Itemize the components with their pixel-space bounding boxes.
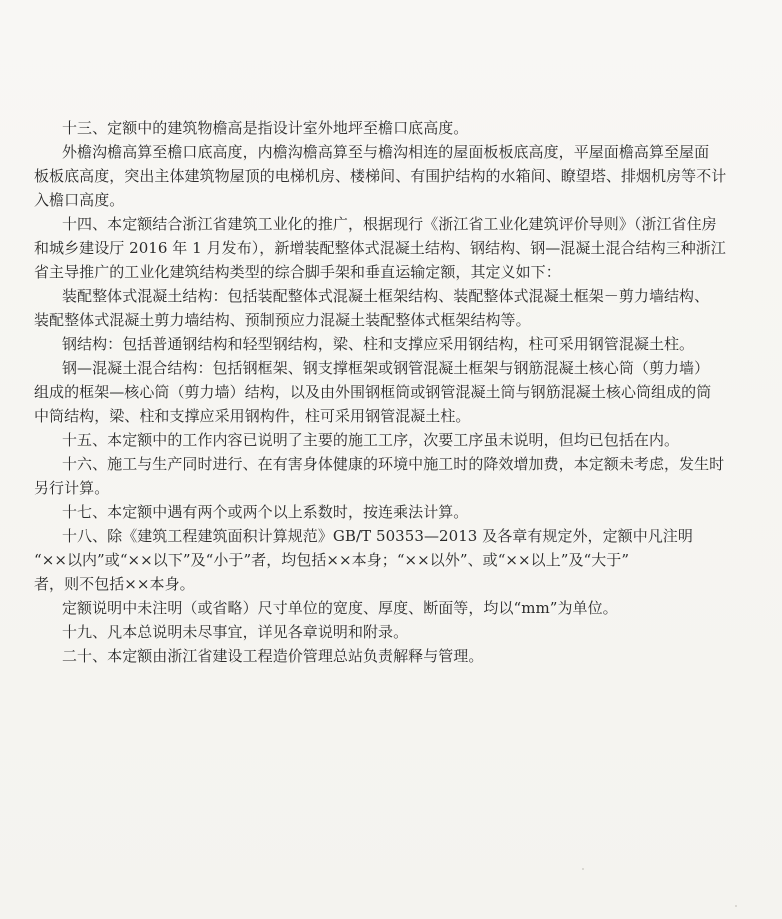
text-line: 和城乡建设厅 2016 年 1 月发布），新增装配整体式混凝土结构、钢结构、钢—混凝土混合结构三种浙江 <box>34 239 726 257</box>
text-line: 钢结构：包括普通钢结构和轻型钢结构，梁、柱和支撑应采用钢结构，柱可采用钢管混凝土柱。 <box>62 335 695 353</box>
text-line: 钢—混凝土混合结构：包括钢框架、钢支撑框架或钢管混凝土框架与钢筋混凝土核心筒（剪力墙） <box>62 359 710 377</box>
clause-13-detail <box>34 140 727 212</box>
clause-20 <box>62 644 720 668</box>
clause-14 <box>34 212 726 284</box>
text-line: 十六、施工与生产同时进行、在有害身体健康的环境中施工时的降效增加费，本定额未考虑，发生时 <box>62 455 725 473</box>
text-line: 十七、本定额中遇有两个或两个以上系数时，按连乘法计算。 <box>62 503 469 521</box>
clause-18 <box>34 524 720 596</box>
scan-speck <box>735 905 737 907</box>
clause-13 <box>62 116 720 140</box>
clause-19 <box>62 620 720 644</box>
text-line: 中筒结构，梁、柱和支撑应采用钢构件，柱可采用钢管混凝土柱。 <box>34 407 471 425</box>
clause-16 <box>34 452 725 500</box>
scan-speck <box>582 868 584 870</box>
definition-prefab-concrete <box>34 284 720 332</box>
text-line: 装配整体式混凝土剪力墙结构、预制预应力混凝土装配整体式框架结构等。 <box>34 311 531 329</box>
text-line: 十三、定额中的建筑物檐高是指设计室外地坪至檐口底高度。 <box>62 119 469 137</box>
text-line: 另行计算。 <box>34 479 110 497</box>
definition-steel-concrete-hybrid <box>34 356 720 428</box>
text-line: 装配整体式混凝土结构：包括装配整体式混凝土框架结构、装配整体式混凝土框架－剪力墙结构、 <box>62 287 710 305</box>
text-line: 十五、本定额中的工作内容已说明了主要的施工工序，次要工序虽未说明，但均已包括在内。 <box>62 431 680 449</box>
text-line: 二十、本定额由浙江省建设工程造价管理总站负责解释与管理。 <box>62 647 484 665</box>
text-line: 板板底高度，突出主体建筑物屋顶的电梯机房、楼梯间、有围护结构的水箱间、瞭望塔、排烟机房等不计 <box>34 167 727 185</box>
text-line: 十四、本定额结合浙江省建筑工业化的推广，根据现行《浙江省工业化建筑评价导则》（浙江省住房 <box>62 215 717 233</box>
text-line: “××以内”或“××以下”及“小于”者，均包括××本身；“××以外”、或“××以上”及“大于” <box>34 551 630 569</box>
clause-18-unit-note <box>62 596 720 620</box>
text-line: 组成的框架—核心筒（剪力墙）结构，以及由外围钢框筒或钢管混凝土筒与钢筋混凝土核心筒组成的筒 <box>34 383 712 401</box>
document-body <box>34 116 727 668</box>
text-line: 入檐口高度。 <box>34 191 125 209</box>
definition-steel-structure <box>62 332 720 356</box>
text-line: 十八、除《建筑工程建筑面积计算规范》GB/T 50353—2013 及各章有规定外，定额中凡注明 <box>62 527 693 545</box>
text-line: 十九、凡本总说明未尽事宜，详见各章说明和附录。 <box>62 623 409 641</box>
clause-15 <box>62 428 720 452</box>
text-line: 外檐沟檐高算至檐口底高度，内檐沟檐高算至与檐沟相连的屋面板板底高度，平屋面檐高算至屋面 <box>62 143 710 161</box>
text-line: 者，则不包括××本身。 <box>34 575 195 593</box>
clause-17 <box>62 500 720 524</box>
text-line: 省主导推广的工业化建筑结构类型的综合脚手架和垂直运输定额，其定义如下： <box>34 263 561 281</box>
text-line: 定额说明中未注明（或省略）尺寸单位的宽度、厚度、断面等，均以“mm”为单位。 <box>62 599 618 617</box>
